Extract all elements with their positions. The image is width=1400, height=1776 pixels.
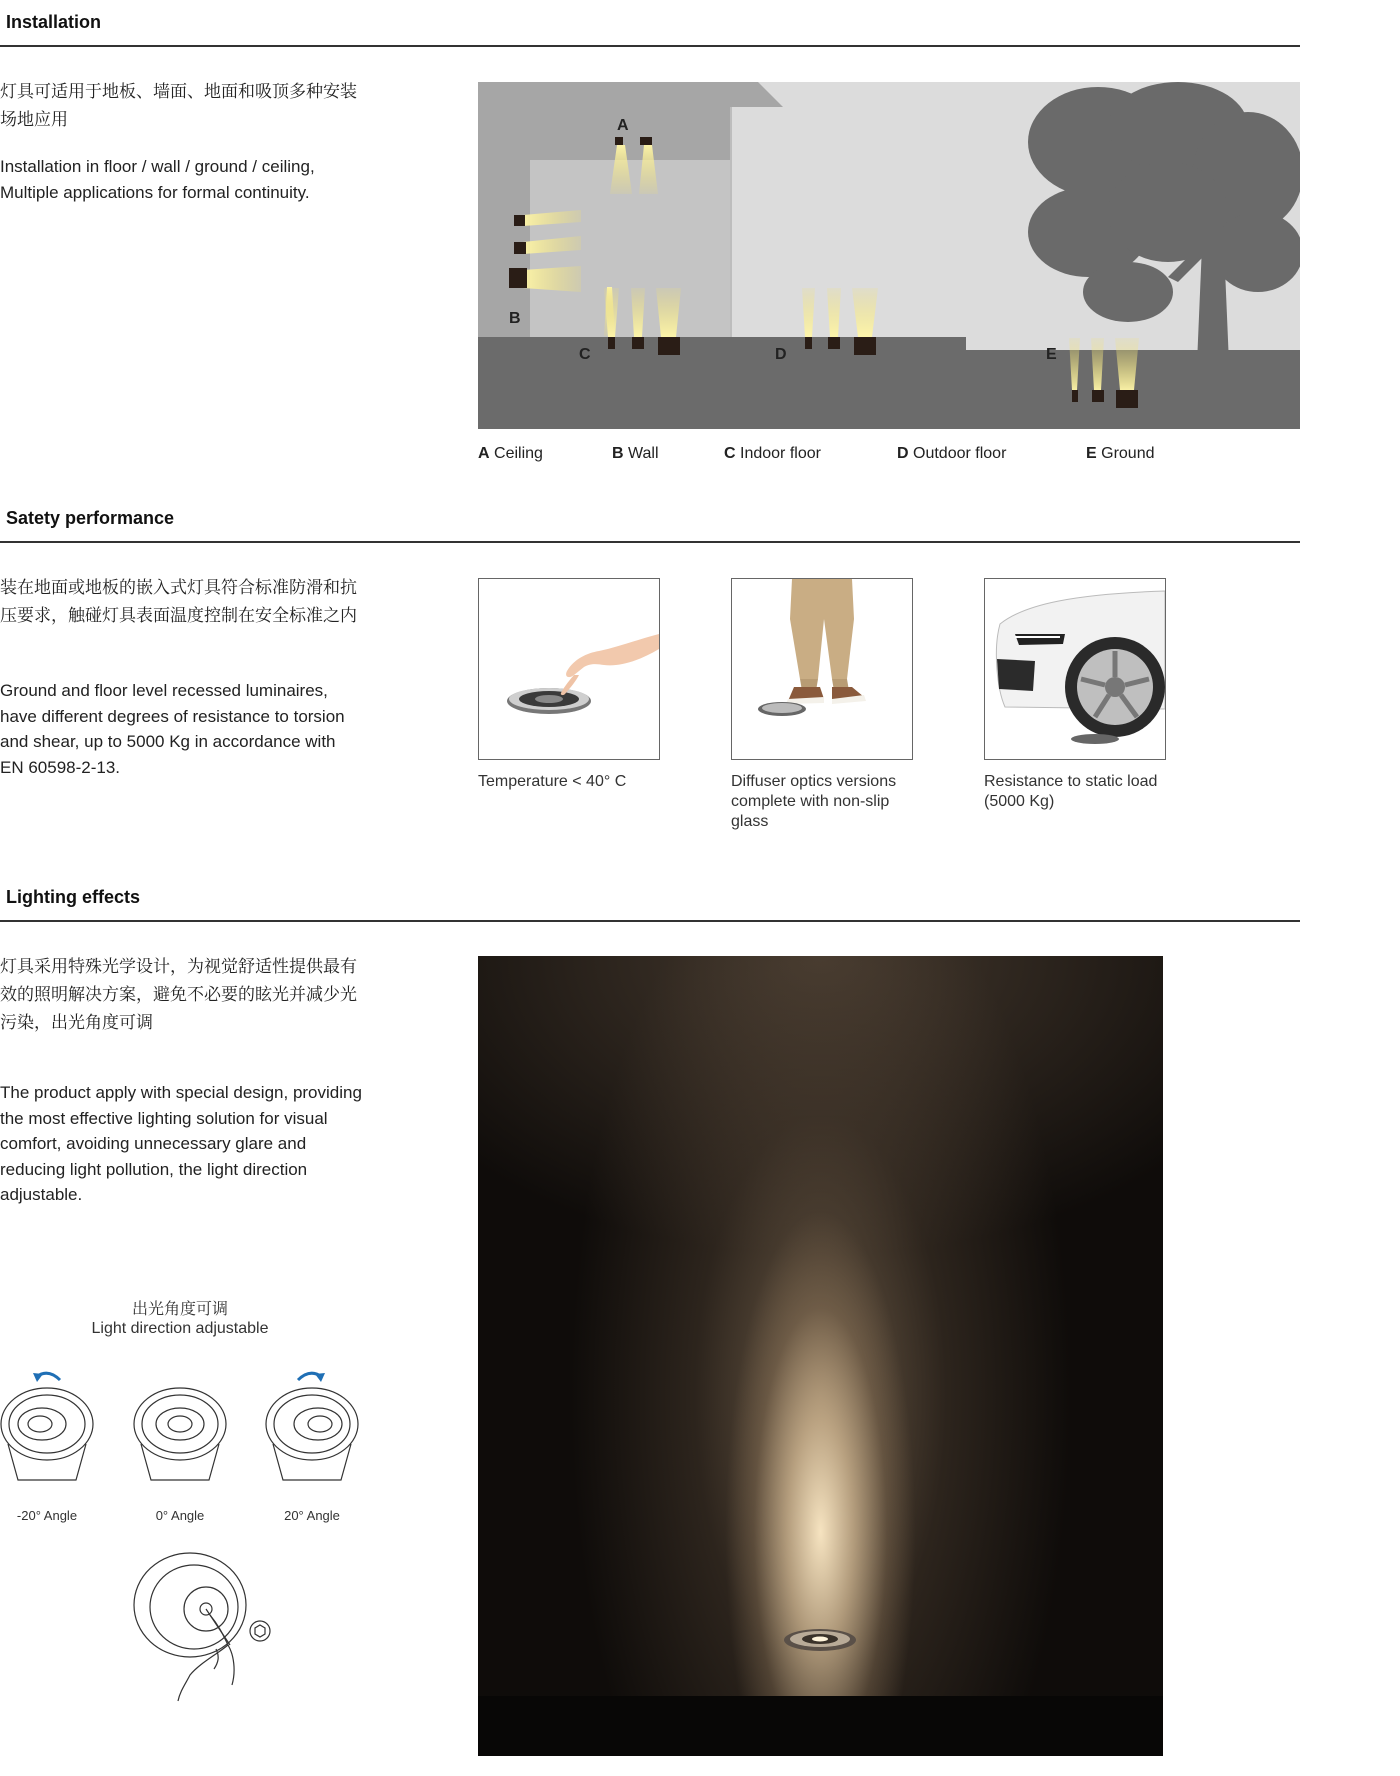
caption-wall: B Wall: [612, 445, 659, 462]
installation-zh-text: 灯具可适用于地板、墙面、地面和吸顶多种安装场地应用: [0, 82, 357, 130]
caption-ceiling: A Ceiling: [478, 445, 543, 462]
diagram-label-b: B: [509, 310, 521, 327]
installation-divider: [0, 45, 1300, 47]
installation-diagram: [478, 82, 1300, 429]
angle-minus20-label: -20° Angle: [16, 1508, 78, 1523]
static-load-caption: Resistance to static load (5000 Kg): [984, 773, 1158, 810]
installation-en-text: [0, 154, 370, 205]
installation-en-line2: Multiple applications for formal continuity.: [0, 182, 310, 202]
safety-en-text: Ground and floor level recessed luminaires, have different degrees of resistance to torsion and shear, up to 5000 Kg in accordance with EN 60598-2-13.: [0, 681, 345, 777]
non-slip-photo: [731, 578, 913, 760]
installation-heading: Installation: [6, 12, 102, 32]
effects-zh-text: 灯具采用特殊光学设计，为视觉舒适性提供最有效的照明解决方案，避免不必要的眩光并减少光污染，出光角度可调: [0, 957, 357, 1033]
temperature-caption: Temperature < 40° C: [478, 773, 627, 790]
adjust-en-label: Light direction adjustable: [91, 1320, 269, 1337]
effects-heading: Lighting effects: [6, 887, 140, 907]
adjust-zh-label: 出光角度可调: [131, 1299, 228, 1318]
angle-0-label: 0° Angle: [155, 1508, 205, 1523]
caption-indoor-floor: C Indoor floor: [724, 445, 821, 462]
safety-heading: Satety performance: [6, 508, 175, 528]
non-slip-caption: Diffuser optics versions complete with non-slip glass: [731, 773, 897, 830]
diagram-label-c: C: [579, 346, 591, 363]
diagram-label-d: D: [775, 346, 787, 363]
lighting-effect-photo: [478, 956, 1163, 1756]
diagram-label-a: A: [617, 117, 629, 134]
angle-20-label: 20° Angle: [284, 1508, 340, 1523]
adjustment-illustration: [120, 1545, 280, 1705]
effects-divider: [0, 920, 1300, 922]
static-load-photo: [984, 578, 1166, 760]
temperature-photo: [478, 578, 660, 760]
caption-ground: E Ground: [1086, 445, 1155, 462]
caption-outdoor-floor: D Outdoor floor: [897, 445, 1007, 462]
safety-zh-text: 装在地面或地板的嵌入式灯具符合标准防滑和抗压要求，触碰灯具表面温度控制在安全标准之内: [0, 578, 357, 626]
diagram-label-e: E: [1046, 346, 1057, 363]
effects-en-text: The product apply with special design, providing the most effective lighting solution for visual comfort, avoiding unnecessary glare and reducing light pollution, the light direction adjustable.: [0, 1083, 362, 1204]
angle-diagrams: [0, 1362, 370, 1497]
installation-en-line1: Installation in floor / wall / ground / ceiling,: [0, 157, 315, 176]
safety-divider: [0, 541, 1300, 543]
